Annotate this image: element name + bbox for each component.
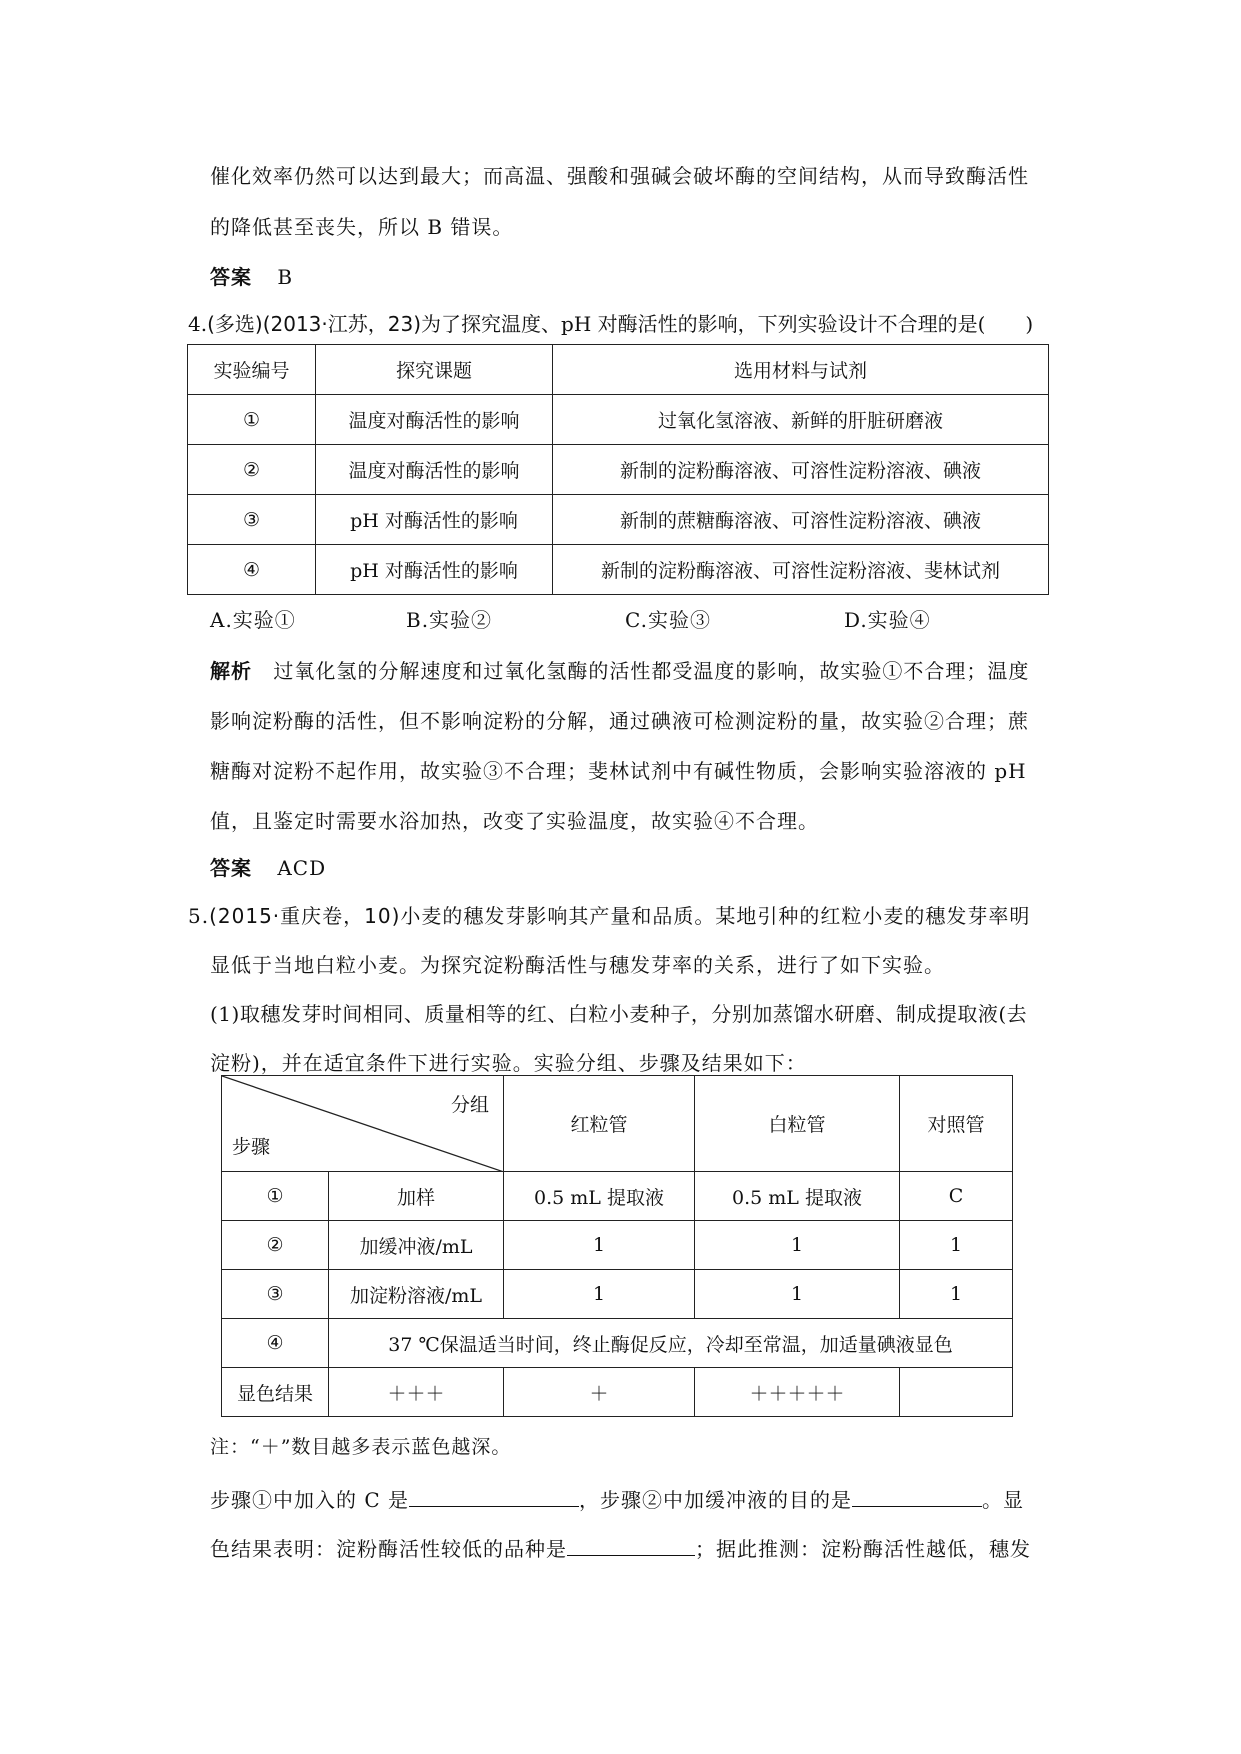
- table-cell: 1: [504, 1270, 695, 1319]
- q4-options: [210, 604, 1010, 630]
- result-cell: [900, 1368, 1013, 1417]
- table-row: [222, 1172, 1013, 1221]
- q4-stem-text: 为了探究温度、pH 对酶活性的影响，下列实验设计不合理的是( ): [421, 312, 1034, 336]
- answer-label: 答案: [210, 265, 252, 289]
- result-cell: ＋＋＋＋＋: [695, 1368, 900, 1417]
- table-cell: 温度对酶活性的影响: [316, 445, 553, 495]
- table-cell: pH 对酶活性的影响: [316, 495, 553, 545]
- header-red: 红粒管: [504, 1076, 695, 1172]
- answer-label: 答案: [210, 856, 252, 880]
- q5-stem-line-1: [188, 900, 1068, 929]
- q5-stem-line-2: 显低于当地白粒小麦。为探究淀粉酶活性与穗发芽率的关系，进行了如下实验。: [210, 953, 945, 977]
- step-label: 加缓冲液/mL: [329, 1221, 504, 1270]
- table-cell: 0.5 mL 提取液: [695, 1172, 900, 1221]
- q4-header-cell: 实验编号: [188, 345, 316, 395]
- q4-analysis-line-2: 影响淀粉酶的活性，但不影响淀粉的分解，通过碘液可检测淀粉的量，故实验②合理；蔗: [210, 709, 1029, 733]
- q4-analysis-line-1: [210, 655, 1060, 684]
- answer-blank[interactable]: [852, 1488, 982, 1507]
- table-cell: 1: [900, 1270, 1013, 1319]
- answer-value: B: [277, 265, 294, 289]
- answer-value: ACD: [277, 856, 327, 880]
- answer-blank[interactable]: [409, 1488, 579, 1507]
- q5-fill-line-2: [210, 1533, 1060, 1562]
- fill-text: 。显: [982, 1488, 1025, 1512]
- q4-answer: [210, 852, 1060, 881]
- corner-bottom-label: 步骤: [232, 1136, 271, 1158]
- table-cell: 温度对酶活性的影响: [316, 395, 553, 445]
- q4-header-cell: 探究课题: [316, 345, 553, 395]
- step-number: ①: [222, 1172, 329, 1221]
- q4-stem: [188, 308, 1068, 337]
- fill-text: ，步骤②中加缓冲液的目的是: [579, 1488, 853, 1512]
- table-row: [188, 445, 1049, 495]
- table-cell: ①: [188, 395, 316, 445]
- result-label: 显色结果: [222, 1368, 329, 1417]
- q4-analysis-line-4: 值，且鉴定时需要水浴加热，改变了实验温度，故实验④不合理。: [210, 809, 819, 833]
- option-b: B.实验②: [406, 608, 493, 632]
- q5-note: 注：“＋”数目越多表示蓝色越深。: [210, 1436, 512, 1458]
- analysis-text: 过氧化氢的分解速度和过氧化氢酶的活性都受温度的影响，故实验①不合理；温度: [273, 659, 1030, 683]
- q5-number: 5.: [188, 904, 210, 928]
- table-cell: 新制的淀粉酶溶液、可溶性淀粉溶液、斐林试剂: [553, 545, 1049, 595]
- table-cell: 1: [695, 1270, 900, 1319]
- result-cell: ＋＋＋: [329, 1368, 504, 1417]
- corner-top-label: 分组: [450, 1094, 489, 1116]
- table-cell: ③: [188, 495, 316, 545]
- table-row: [222, 1319, 1013, 1368]
- table-cell: ②: [188, 445, 316, 495]
- table-cell: pH 对酶活性的影响: [316, 545, 553, 595]
- step-number: ②: [222, 1221, 329, 1270]
- q4-table: [187, 344, 1049, 595]
- q5-source: (2015·重庆卷，10): [209, 904, 401, 928]
- table-cell: 0.5 mL 提取液: [504, 1172, 695, 1221]
- table-row: [222, 1270, 1013, 1319]
- option-c: C.实验③: [625, 608, 711, 632]
- header-control: 对照管: [900, 1076, 1013, 1172]
- table-cell: 新制的淀粉酶溶液、可溶性淀粉溶液、碘液: [553, 445, 1049, 495]
- table-cell: 1: [900, 1221, 1013, 1270]
- q5-table: [221, 1075, 1013, 1417]
- table-cell: ④: [188, 545, 316, 595]
- fill-text: ；据此推测：淀粉酶活性越低，穗发: [695, 1537, 1031, 1561]
- step-number: ④: [222, 1319, 329, 1368]
- table-row: [222, 1221, 1013, 1270]
- table-row: [188, 545, 1049, 595]
- table-cell: 1: [504, 1221, 695, 1270]
- q5-part1-line-2: 淀粉)，并在适宜条件下进行实验。实验分组、步骤及结果如下：: [210, 1051, 807, 1075]
- q4-source: (多选)(2013·江苏，23): [207, 312, 422, 336]
- step-number: ③: [222, 1270, 329, 1319]
- q4-header-cell: 选用材料与试剂: [553, 345, 1049, 395]
- fill-text: 色结果表明：淀粉酶活性较低的品种是: [210, 1537, 567, 1561]
- step-4-description: 37 ℃保温适当时间，终止酶促反应，冷却至常温，加适量碘液显色: [329, 1319, 1013, 1368]
- analysis-label: 解析: [210, 659, 252, 683]
- table-cell: 1: [695, 1221, 900, 1270]
- q4-number: 4.: [188, 312, 208, 336]
- option-a: A.实验①: [210, 608, 296, 632]
- step-label: 加样: [329, 1172, 504, 1221]
- table-row: [188, 495, 1049, 545]
- fill-text: 步骤①中加入的 C 是: [210, 1488, 410, 1512]
- intro-answer: [210, 261, 1060, 290]
- table-cell: 过氧化氢溶液、新鲜的肝脏研磨液: [553, 395, 1049, 445]
- table-cell: 新制的蔗糖酶溶液、可溶性淀粉溶液、碘液: [553, 495, 1049, 545]
- q4-analysis-line-3: 糖酶对淀粉不起作用，故实验③不合理；斐林试剂中有碱性物质，会影响实验溶液的 pH: [210, 759, 1027, 783]
- table-row: [222, 1368, 1013, 1417]
- q5-fill-line-1: [210, 1484, 1060, 1513]
- step-label: 加淀粉溶液/mL: [329, 1270, 504, 1319]
- intro-line-2: 的降低甚至丧失，所以 B 错误。: [210, 215, 514, 239]
- table-cell: C: [900, 1172, 1013, 1221]
- q5-part1-line-1: (1)取穗发芽时间相同、质量相等的红、白粒小麦种子，分别加蒸馏水研磨、制成提取液(去: [210, 1002, 1028, 1026]
- header-white: 白粒管: [695, 1076, 900, 1172]
- table-row: [188, 395, 1049, 445]
- answer-blank[interactable]: [567, 1537, 695, 1556]
- intro-line-1: 催化效率仍然可以达到最大；而高温、强酸和强碱会破坏酶的空间结构，从而导致酶活性: [210, 164, 1029, 188]
- q5-stem-text: 小麦的穗发芽影响其产量和品质。某地引种的红粒小麦的穗发芽率明: [400, 904, 1031, 928]
- corner-cell: [222, 1076, 504, 1172]
- option-d: D.实验④: [844, 608, 931, 632]
- result-cell: ＋: [504, 1368, 695, 1417]
